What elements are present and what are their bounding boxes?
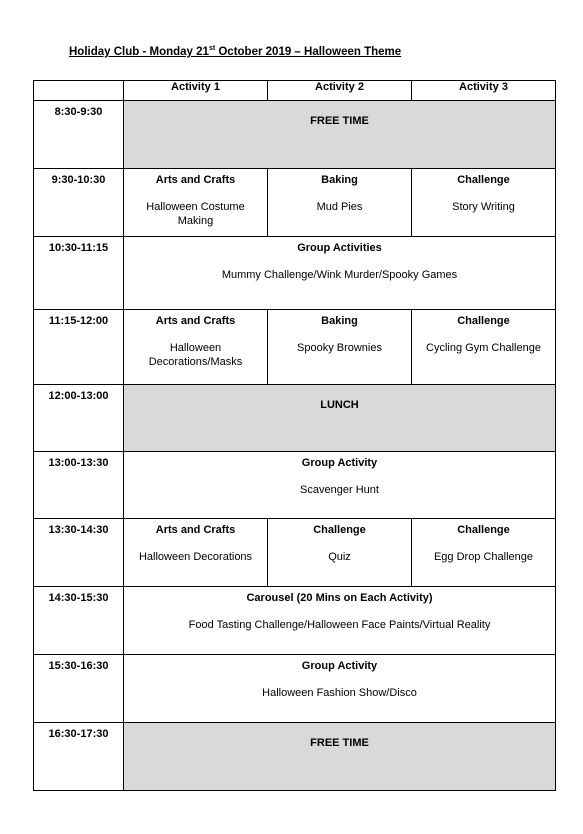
group-activity-block — [124, 587, 556, 655]
activity-detail: Mummy Challenge/Wink Murder/Spooky Games — [221, 269, 458, 281]
activity-detail: Egg Drop Challenge — [433, 551, 534, 563]
time-slot: 11:15-12:00 — [34, 310, 124, 385]
activity-detail: Story Writing — [452, 201, 515, 213]
activity-detail: Mud Pies — [316, 201, 363, 213]
activity-cell — [268, 519, 412, 587]
activity-heading: Arts and Crafts — [155, 524, 236, 536]
schedule-row — [34, 519, 556, 587]
schedule-row — [34, 101, 556, 169]
activity-detail: Scavenger Hunt — [300, 484, 379, 496]
header-activity-2: Activity 2 — [268, 81, 412, 101]
time-slot: 13:00-13:30 — [34, 452, 124, 519]
activity-cell — [268, 169, 412, 237]
activity-heading: Challenge — [457, 315, 510, 327]
activity-heading: FREE TIME — [310, 737, 369, 749]
document-title: Holiday Club - Monday 21st October 2019 – Halloween Theme — [69, 45, 402, 58]
activity-cell — [268, 310, 412, 385]
schedule-row — [34, 452, 556, 519]
schedule-row — [34, 310, 556, 385]
activity-heading: Baking — [321, 315, 358, 327]
activity-heading: Challenge — [313, 524, 366, 536]
activity-detail: Halloween Decorations — [138, 551, 253, 563]
time-slot: 10:30-11:15 — [34, 237, 124, 310]
activity-cell — [124, 519, 268, 587]
time-slot: 9:30-10:30 — [34, 169, 124, 237]
activity-cell — [124, 310, 268, 385]
shaded-block — [124, 385, 556, 452]
activity-heading: Baking — [321, 174, 358, 186]
time-slot: 12:00-13:00 — [34, 385, 124, 452]
time-slot: 8:30-9:30 — [34, 101, 124, 169]
activity-detail: Spooky Brownies — [297, 342, 382, 354]
activity-heading: Group Activity — [301, 660, 378, 672]
activity-heading: Carousel (20 Mins on Each Activity) — [246, 592, 433, 604]
schedule-row — [34, 237, 556, 310]
activity-heading: Group Activity — [301, 457, 378, 469]
activity-cell — [124, 169, 268, 237]
time-slot: 16:30-17:30 — [34, 723, 124, 791]
schedule-row — [34, 385, 556, 452]
schedule-row — [34, 169, 556, 237]
activity-detail: Food Tasting Challenge/Halloween Face Paints/Virtual Reality — [188, 619, 491, 631]
activity-detail: Halloween Decorations/Masks — [148, 342, 243, 368]
activity-heading: Challenge — [457, 174, 510, 186]
shaded-block — [124, 723, 556, 791]
header-activity-1: Activity 1 — [124, 81, 268, 101]
activity-heading: FREE TIME — [310, 115, 369, 127]
activity-heading: Arts and Crafts — [155, 174, 236, 186]
group-activity-block — [124, 655, 556, 723]
group-activity-block — [124, 452, 556, 519]
activity-heading: Arts and Crafts — [155, 315, 236, 327]
activity-heading: Group Activities — [297, 242, 382, 254]
activity-heading: Challenge — [457, 524, 510, 536]
activity-detail: Halloween Fashion Show/Disco — [262, 687, 417, 699]
activity-detail: Halloween Costume Making — [146, 201, 245, 227]
schedule-row — [34, 655, 556, 723]
time-slot: 15:30-16:30 — [34, 655, 124, 723]
time-slot: 13:30-14:30 — [34, 519, 124, 587]
activity-detail: Cycling Gym Challenge — [426, 342, 541, 354]
schedule-table — [33, 80, 556, 791]
activity-cell — [412, 519, 556, 587]
activity-heading: LUNCH — [320, 399, 359, 411]
activity-detail: Quiz — [328, 551, 351, 563]
schedule-row — [34, 587, 556, 655]
header-row — [34, 81, 556, 101]
shaded-block — [124, 101, 556, 169]
schedule-row — [34, 723, 556, 791]
header-activity-3: Activity 3 — [412, 81, 556, 101]
activity-cell — [412, 310, 556, 385]
time-slot: 14:30-15:30 — [34, 587, 124, 655]
activity-cell — [412, 169, 556, 237]
header-corner — [34, 81, 124, 101]
group-activity-block — [124, 237, 556, 310]
